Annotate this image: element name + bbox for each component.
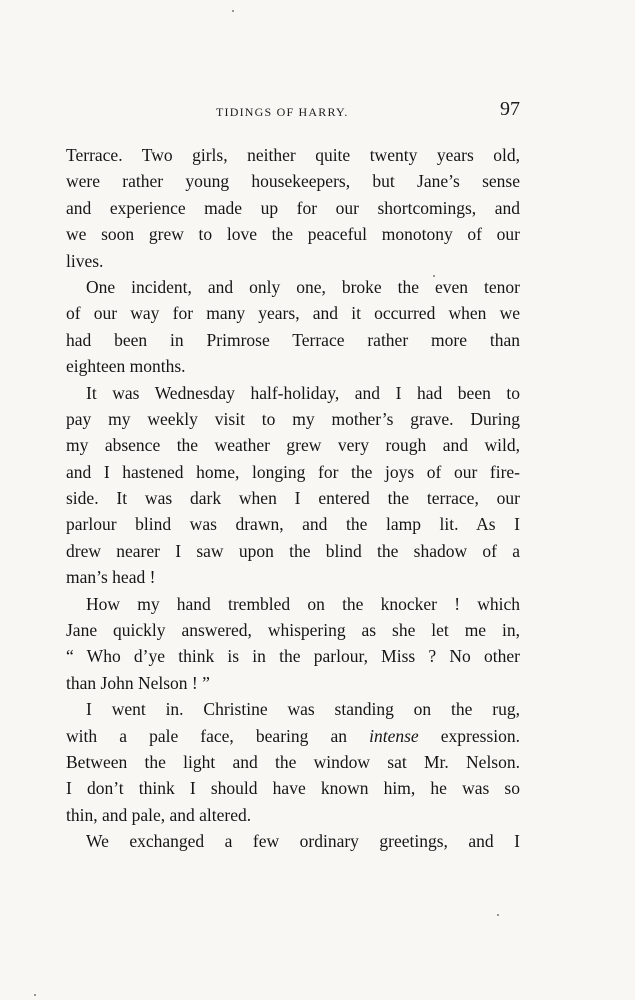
text-line: thin, and pale, and altered. [66, 804, 252, 825]
text-line: We exchanged a few ordinary greetings, and I [86, 831, 520, 852]
body-text [66, 142, 520, 855]
paper-speck [497, 914, 499, 916]
text-line: eighteen months. [66, 356, 186, 377]
text-line: we soon grew to love the peaceful monotony of our [66, 224, 520, 245]
text-line: Terrace. Two girls, neither quite twenty years old, [66, 145, 520, 165]
text-line: my absence the weather grew very rough and wild, [66, 435, 520, 456]
text-line: One incident, and only one, broke the even tenor [86, 276, 520, 297]
paper-speck [34, 994, 36, 996]
paper-speck [232, 10, 234, 12]
text-line: and I hastened home, longing for the joys of our fire- [66, 461, 520, 482]
text-line: drew nearer I saw upon the blind the shadow of a [66, 540, 520, 561]
emphasis-word: intense [369, 725, 419, 746]
text-segment: with a pale face, bearing an [66, 725, 347, 746]
text-line: It was Wednesday half-holiday, and I had been to [86, 382, 520, 403]
text-line: man’s head ! [66, 567, 156, 588]
text-line-with-emphasis [66, 723, 520, 749]
text-line: pay my weekly visit to my mother’s grave. During [66, 408, 520, 429]
text-segment: expression. [440, 725, 520, 746]
text-line: parlour blind was drawn, and the lamp lit. As I [66, 514, 520, 535]
text-line: of our way for many years, and it occurred when we [66, 303, 520, 324]
running-head: TIDINGS OF HARRY. [216, 105, 349, 119]
text-line: I don’t think I should have known him, he was so [66, 778, 520, 799]
page-number: 97 [500, 98, 520, 120]
text-line: How my hand trembled on the knocker ! which [86, 593, 520, 614]
text-line: Jane quickly answered, whispering as she let me in, [66, 620, 520, 641]
paper-speck [433, 275, 435, 277]
text-line: than John Nelson ! ” [66, 672, 210, 693]
text-line: were rather young housekeepers, but Jane’s sense [66, 171, 520, 192]
text-line: and experience made up for our shortcomings, and [66, 197, 520, 218]
text-line: lives. [66, 250, 104, 271]
text-line: had been in Primrose Terrace rather more than [66, 329, 520, 350]
text-line: side. It was dark when I entered the terrace, our [66, 488, 520, 509]
text-line: Between the light and the window sat Mr. Nelson. [66, 751, 520, 772]
text-line: “ Who d’ye think is in the parlour, Miss ? No other [66, 646, 520, 667]
text-line: I went in. Christine was standing on the rug, [86, 699, 520, 720]
page-header [66, 100, 520, 130]
